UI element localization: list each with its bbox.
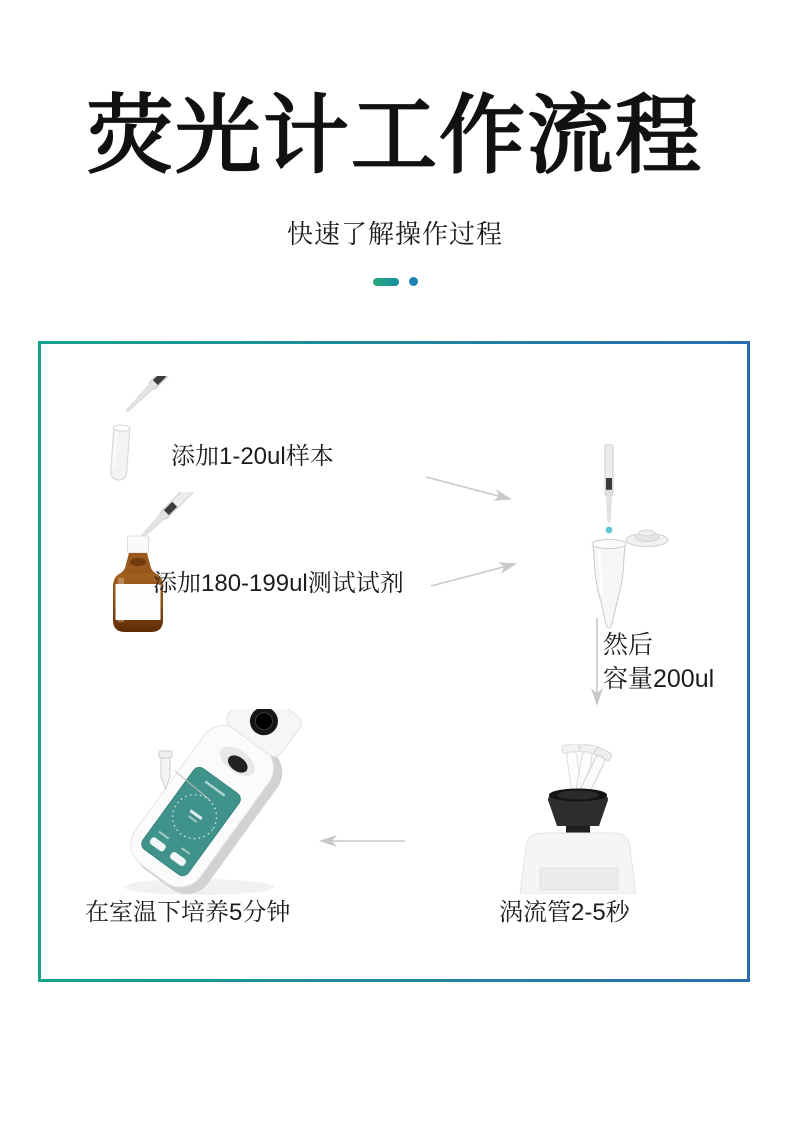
pipette-icon (605, 444, 613, 522)
step-incubate-label: 在室温下培养5分钟 (85, 899, 291, 926)
vortex-mixer-icon (496, 744, 676, 894)
microcentrifuge-tube-icon (561, 444, 676, 639)
pipette-icon (124, 376, 195, 414)
page-title: 荧光计工作流程 (87, 88, 703, 184)
right-arrow-icon (429, 554, 529, 592)
droplet-icon (606, 527, 613, 534)
page-subtitle: 快速了解操作过程 (286, 219, 503, 250)
then-line2: 容量200ul (603, 665, 715, 693)
step-then-volume-label (603, 628, 714, 696)
workflow-diagram-frame (38, 341, 750, 982)
right-arrow-icon (424, 472, 524, 510)
step-add-sample-label: 添加1-20ul样本 (171, 443, 334, 470)
then-line1: 然后 (603, 631, 654, 659)
page-header (0, 0, 790, 286)
title-divider (0, 277, 790, 286)
fluorometer-icon (99, 709, 334, 899)
test-tube-icon (96, 376, 236, 491)
step-add-reagent-label: 添加180-199ul测试试剂 (153, 570, 404, 597)
divider-dash (373, 278, 399, 286)
step-vortex-label: 涡流管2-5秒 (499, 899, 630, 926)
divider-dot (409, 277, 418, 286)
